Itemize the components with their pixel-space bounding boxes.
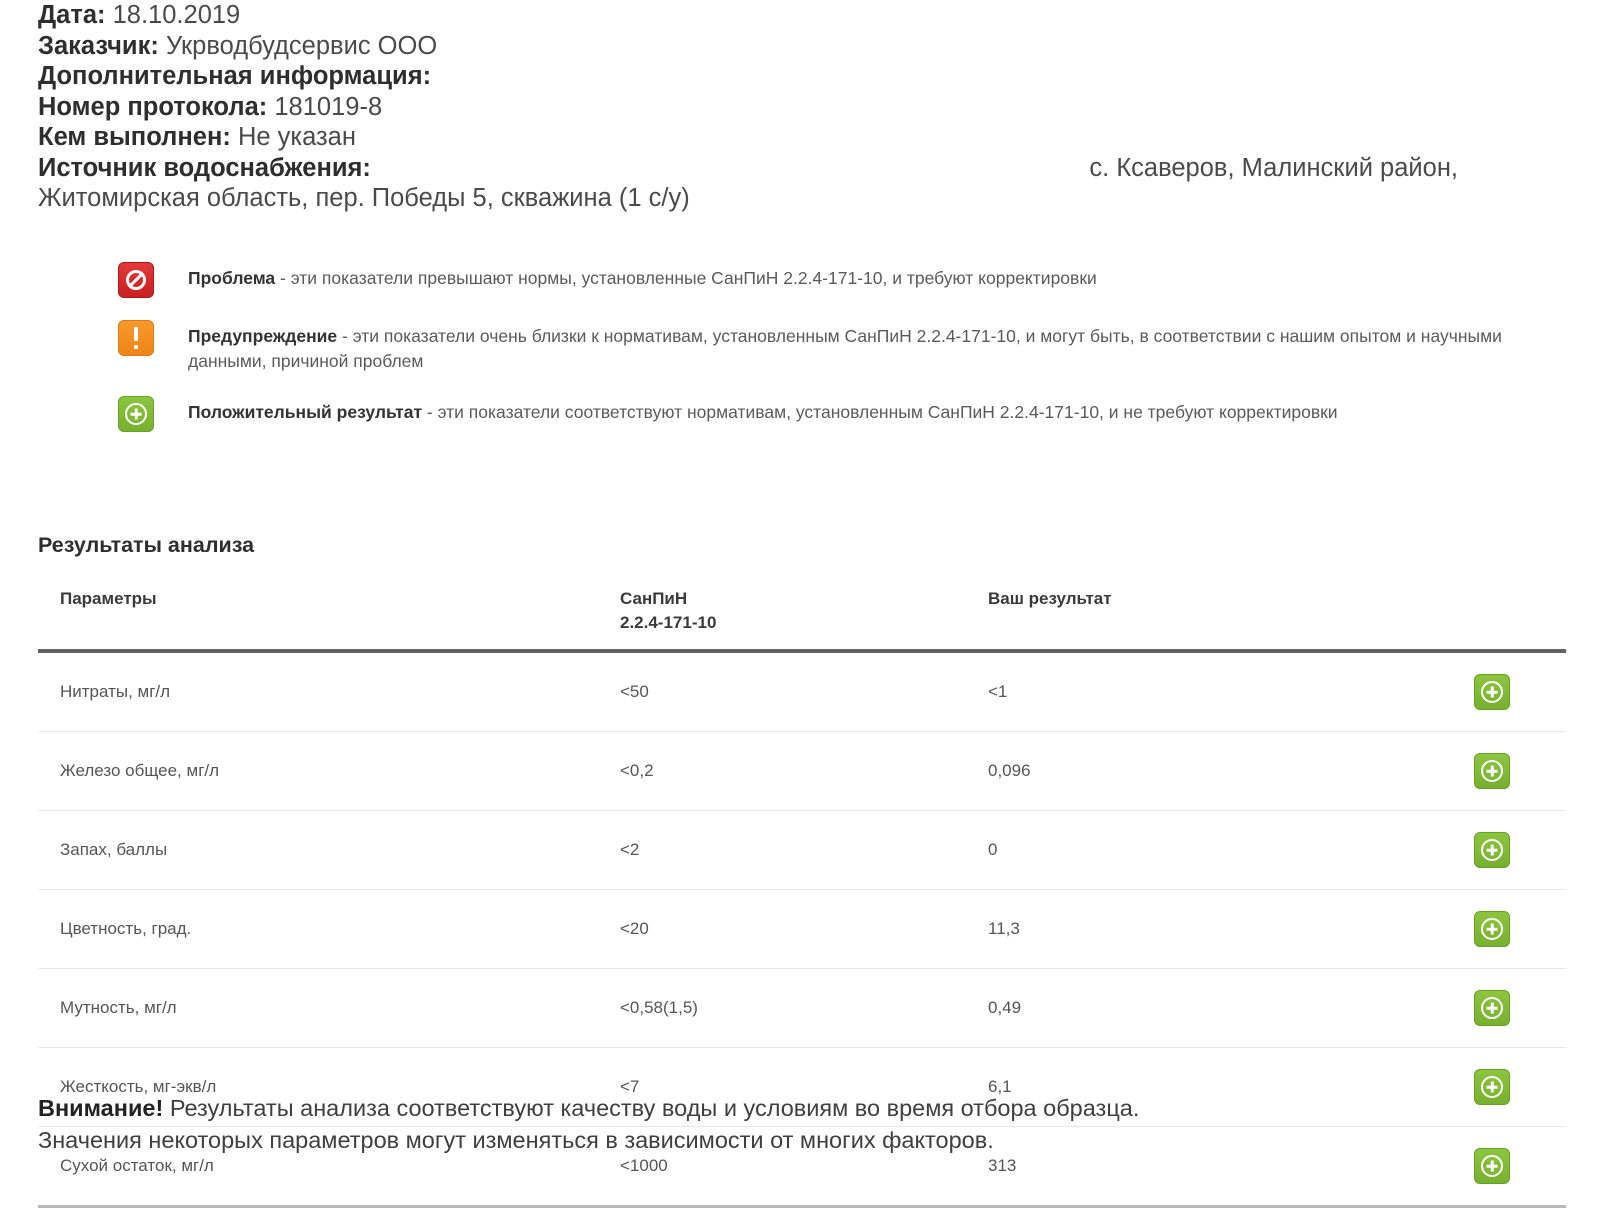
cell-parameter: Мутность, мг/л — [38, 969, 620, 1048]
header-performer-label: Кем выполнен: — [38, 123, 231, 151]
legend — [118, 262, 1538, 454]
footer-attention-label: Внимание! — [38, 1095, 164, 1121]
footer-note-line1-text: Результаты анализа соответствуют качеству воды и условиям во время отбора образца. — [163, 1095, 1140, 1121]
positive-icon — [1474, 832, 1510, 868]
cell-norm: <20 — [620, 890, 988, 969]
cell-status — [1418, 811, 1566, 890]
legend-item-positive-text — [188, 396, 1338, 425]
column-header-result: Ваш результат — [988, 587, 1418, 651]
legend-item-positive-title: Положительный результат — [188, 402, 423, 422]
column-header-norm — [620, 587, 988, 651]
column-header-norm-line2: 2.2.4-171-10 — [620, 613, 717, 632]
cell-result: 0,096 — [988, 732, 1418, 811]
cell-result: <1 — [988, 651, 1418, 732]
legend-item-warning-desc: - эти показатели очень близки к нормативам, установленным СанПиН 2.2.4-171-10, и могут быть, в соответствии с нашим опытом и научными данными, причиной проблем — [188, 326, 1502, 371]
header-protocol-label: Номер протокола: — [38, 92, 268, 121]
cell-parameter: Сухой остаток, мг/л — [38, 1127, 620, 1207]
column-header-parameter: Параметры — [38, 587, 620, 651]
legend-item-warning — [118, 320, 1538, 374]
table-row — [38, 651, 1566, 732]
table-row — [38, 890, 1566, 969]
table-row — [38, 732, 1566, 811]
cell-parameter: Железо общее, мг/л — [38, 732, 620, 811]
positive-icon — [1474, 1148, 1510, 1184]
header-protocol-value: 181019-8 — [274, 92, 383, 121]
header-source-row — [38, 153, 1458, 184]
header-date-value: 18.10.2019 — [112, 1, 241, 29]
legend-item-problem — [118, 262, 1538, 298]
header-additional-label: Дополнительная информация: — [38, 62, 432, 90]
positive-icon — [1474, 753, 1510, 789]
header-customer-value: Укрводбудсервис ООО — [165, 31, 438, 60]
legend-item-positive-desc: - эти показатели соответствуют нормативам, установленным СанПиН 2.2.4-171-10, и не требуют корректировки — [422, 402, 1338, 422]
results-title: Результаты анализа — [38, 533, 255, 557]
cell-norm: <2 — [620, 811, 988, 890]
column-header-status — [1418, 587, 1566, 651]
header-date-row — [38, 0, 1568, 31]
cell-status — [1418, 732, 1566, 811]
cell-result: 0,49 — [988, 969, 1418, 1048]
cell-norm: <0,58(1,5) — [620, 969, 988, 1048]
cell-result: 313 — [988, 1127, 1418, 1207]
cell-status — [1418, 969, 1566, 1048]
positive-icon — [1474, 911, 1510, 947]
cell-status — [1418, 651, 1566, 732]
header-source-value-line2: Житомирская область, пер. Победы 5, скважина (1 с/у) — [38, 184, 690, 212]
legend-item-warning-text — [188, 320, 1538, 374]
problem-icon — [118, 262, 154, 298]
positive-icon — [1474, 674, 1510, 710]
table-row — [38, 969, 1566, 1048]
cell-result: 6,1 — [988, 1048, 1418, 1127]
column-header-norm-line1: СанПиН — [620, 589, 688, 608]
header-performer-value: Не указан — [237, 123, 356, 151]
cell-parameter: Цветность, град. — [38, 890, 620, 969]
header-customer-row — [38, 31, 1568, 62]
cell-parameter: Нитраты, мг/л — [38, 651, 620, 732]
positive-icon — [1474, 1069, 1510, 1105]
cell-parameter: Запах, баллы — [38, 811, 620, 890]
cell-status — [1418, 890, 1566, 969]
header-source-value-line1: с. Ксаверов, Малинский район, — [1089, 153, 1458, 182]
cell-norm: <50 — [620, 651, 988, 732]
cell-norm: <7 — [620, 1048, 988, 1127]
table-header-row — [38, 587, 1566, 651]
legend-item-problem-text — [188, 262, 1097, 291]
legend-item-problem-title: Проблема — [188, 268, 276, 288]
header-performer-row — [38, 122, 1568, 153]
header-additional-row — [38, 61, 1568, 92]
legend-item-warning-title: Предупреждение — [188, 326, 338, 346]
positive-icon — [1474, 990, 1510, 1026]
table-row — [38, 811, 1566, 890]
header-source-row-2 — [38, 183, 1568, 214]
cell-result: 0 — [988, 811, 1418, 890]
footer-note-line-1 — [38, 1092, 1478, 1124]
results-table-head — [38, 587, 1566, 651]
cell-norm: <0,2 — [620, 732, 988, 811]
positive-icon — [118, 396, 154, 432]
legend-item-positive — [118, 396, 1538, 432]
header-source-label: Источник водоснабжения: — [38, 153, 371, 182]
legend-item-problem-desc: - эти показатели превышают нормы, установленные СанПиН 2.2.4-171-10, и требуют корректировки — [275, 268, 1097, 288]
footer-note-line-2: Значения некоторых параметров могут изменяться в зависимости от многих факторов. — [38, 1127, 994, 1153]
warning-icon — [118, 320, 154, 356]
cell-parameter: Жесткость, мг-экв/л — [38, 1048, 620, 1127]
footer-note — [38, 1092, 1478, 1156]
header-protocol-row — [38, 92, 1568, 123]
report-header — [38, 0, 1568, 214]
cell-norm: <1000 — [620, 1127, 988, 1207]
header-customer-label: Заказчик: — [38, 31, 159, 60]
header-date-label: Дата: — [38, 1, 106, 29]
cell-result: 11,3 — [988, 890, 1418, 969]
